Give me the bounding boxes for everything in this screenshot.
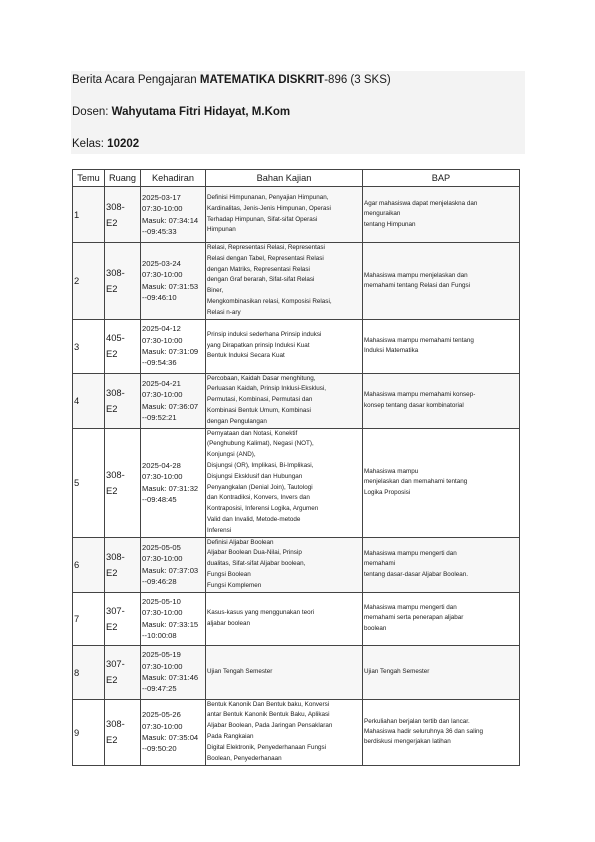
cell-ruang: 308- E2: [105, 428, 141, 537]
table-row: [73, 187, 520, 243]
table-header-row: [73, 170, 520, 187]
cell-bahan-kajian: Kasus-kasus yang menggunakan teori aljabar boolean: [206, 592, 363, 645]
cell-bap: Ujian Tengah Semester: [363, 645, 520, 699]
header-bahan-kajian: Bahan Kajian: [206, 170, 363, 187]
table-row: [73, 537, 520, 592]
cell-temu: 2: [73, 243, 105, 320]
lecturer-label: Dosen:: [72, 106, 112, 118]
table-row: [73, 645, 520, 699]
cell-bap: Mahasiswa mampu memahami tentang Induksi Matematika: [363, 319, 520, 373]
cell-kehadiran: 2025-05-10 07:30-10:00 Masuk: 07:33:15 --10:00:08: [141, 592, 206, 645]
cell-bap: Agar mahasiswa dapat menjelaskna dan menguraikan tentang Himpunan: [363, 187, 520, 243]
cell-kehadiran: 2025-05-05 07:30-10:00 Masuk: 07:37:03 --09:46:28: [141, 537, 206, 592]
table-row: [73, 373, 520, 428]
cell-bahan-kajian: Ujian Tengah Semester: [206, 645, 363, 699]
cell-ruang: 405- E2: [105, 319, 141, 373]
cell-temu: 3: [73, 319, 105, 373]
cell-ruang: 308- E2: [105, 699, 141, 765]
lecturer-line: [72, 106, 290, 118]
table-row: [73, 319, 520, 373]
table-row: [73, 428, 520, 537]
attendance-table: [72, 169, 520, 766]
table-row: [73, 243, 520, 320]
cell-ruang: 307- E2: [105, 592, 141, 645]
cell-temu: 8: [73, 645, 105, 699]
cell-bahan-kajian: Prinsip induksi sederhana Prinsip induksi yang Dirapatkan prinsip Induksi Kuat Bentuk Induksi Secara Kuat: [206, 319, 363, 373]
cell-bap: Mahasiswa mampu memahami konsep- konsep tentang dasar kombinatorial: [363, 373, 520, 428]
table-row: [73, 592, 520, 645]
title-prefix: Berita Acara Pengajaran: [72, 74, 200, 86]
cell-temu: 1: [73, 187, 105, 243]
cell-kehadiran: 2025-04-28 07:30-10:00 Masuk: 07:31:32 --09:48:45: [141, 428, 206, 537]
class-code: 10202: [107, 138, 140, 150]
course-name: MATEMATIKA DISKRIT: [199, 74, 325, 86]
class-line: [72, 138, 139, 150]
cell-bap: Mahasiswa mampu mengerti dan memahami serta penerapan aljabar boolean: [363, 592, 520, 645]
cell-bap: Perkuliahan berjalan tertib dan lancar. Mahasiswa hadir seluruhnya 36 dan saling berdiskusi mengerjakan latihan: [363, 699, 520, 765]
cell-ruang: 308- E2: [105, 243, 141, 320]
lecturer-name: Wahyutama Fitri Hidayat, M.Kom: [111, 106, 291, 118]
cell-bap: Mahasiswa mampu mengerti dan memahami tentang dasar-dasar Aljabar Boolean.: [363, 537, 520, 592]
cell-temu: 7: [73, 592, 105, 645]
cell-bahan-kajian: Percobaan, Kaidah Dasar menghitung, Perluasan Kaidah, Prinsip Inklusi-Eksklusi, Permutasi, Kombinasi, Permutasi dan Kombinasi Bentuk Umum, Kombinasi dengan Pengulangan: [206, 373, 363, 428]
cell-bap: Mahasiswa mampu menjelaskan dan memahami tentang Relasi dan Fungsi: [363, 243, 520, 320]
cell-kehadiran: 2025-03-17 07:30-10:00 Masuk: 07:34:14 --09:45:33: [141, 187, 206, 243]
cell-kehadiran: 2025-04-21 07:30-10:00 Masuk: 07:36:07 --09:52:21: [141, 373, 206, 428]
cell-temu: 9: [73, 699, 105, 765]
cell-temu: 5: [73, 428, 105, 537]
cell-kehadiran: 2025-03-24 07:30-10:00 Masuk: 07:31:53 --09:46:10: [141, 243, 206, 320]
cell-bahan-kajian: Definisi Aljabar Boolean Aljabar Boolean Dua-Nilai, Prinsip dualitas, Sifat-sifat Aljabar boolean, Fungsi Boolean Fungsi Komplemen: [206, 537, 363, 592]
class-label: Kelas:: [72, 138, 108, 150]
header-bap: BAP: [363, 170, 520, 187]
cell-ruang: 308- E2: [105, 187, 141, 243]
cell-bahan-kajian: Pernyataan dan Notasi, Konektif (Penghubung Kalimat), Negasi (NOT), Konjungsi (AND), Disjungsi (OR), Implikasi, Bi-Implikasi, Disjungsi Eksklusif dan Hubungan Penyangkalan (Denial Join), Tautologi dan Kontradiksi, Konvers, Invers dan Kontraposisi, Inferensi Logika, Argumen Valid dan Invalid, Metode-metode Inferensi: [206, 428, 363, 537]
cell-kehadiran: 2025-05-26 07:30-10:00 Masuk: 07:35:04 --09:50:20: [141, 699, 206, 765]
cell-bap: Mahasiswa mampu menjelaskan dan memahami tentang Logika Proposisi: [363, 428, 520, 537]
header-ruang: Ruang: [105, 170, 141, 187]
header-temu: Temu: [73, 170, 105, 187]
cell-ruang: 308- E2: [105, 537, 141, 592]
cell-kehadiran: 2025-04-12 07:30-10:00 Masuk: 07:31:09 --09:54:36: [141, 319, 206, 373]
cell-ruang: 307- E2: [105, 645, 141, 699]
cell-bahan-kajian: Definisi Himpunanan, Penyajian Himpunan, Kardinalitas, Jenis-Jenis Himpunan, Operasi Terhadap Himpunan, Sifat-sifat Operasi Himpunan: [206, 187, 363, 243]
cell-kehadiran: 2025-05-19 07:30-10:00 Masuk: 07:31:46 --09:47:25: [141, 645, 206, 699]
cell-ruang: 308- E2: [105, 373, 141, 428]
cell-bahan-kajian: Relasi, Representasi Relasi, Representasi Relasi dengan Tabel, Representasi Relasi dengan Matriks, Representasi Relasi dengan Graf berarah, Sifat-sifat Relasi Biner, Mengkombinasikan relasi, Komposisi Relasi, Relasi n-ary: [206, 243, 363, 320]
report-title: [72, 74, 391, 86]
header-kehadiran: Kehadiran: [141, 170, 206, 187]
cell-bahan-kajian: Bentuk Kanonik Dan Bentuk baku, Konversi antar Bentuk Kanonik Bentuk Baku, Aplikasi Aljabar Boolean, Pada Jaringan Pensaklaran Pada Rangkaian Digital Elektronik, Penyederhanaan Fungsi Boolean, Penyederhanaan: [206, 699, 363, 765]
table-row: [73, 699, 520, 765]
course-code-credits: -896 (3 SKS): [324, 74, 391, 86]
cell-temu: 4: [73, 373, 105, 428]
cell-temu: 6: [73, 537, 105, 592]
